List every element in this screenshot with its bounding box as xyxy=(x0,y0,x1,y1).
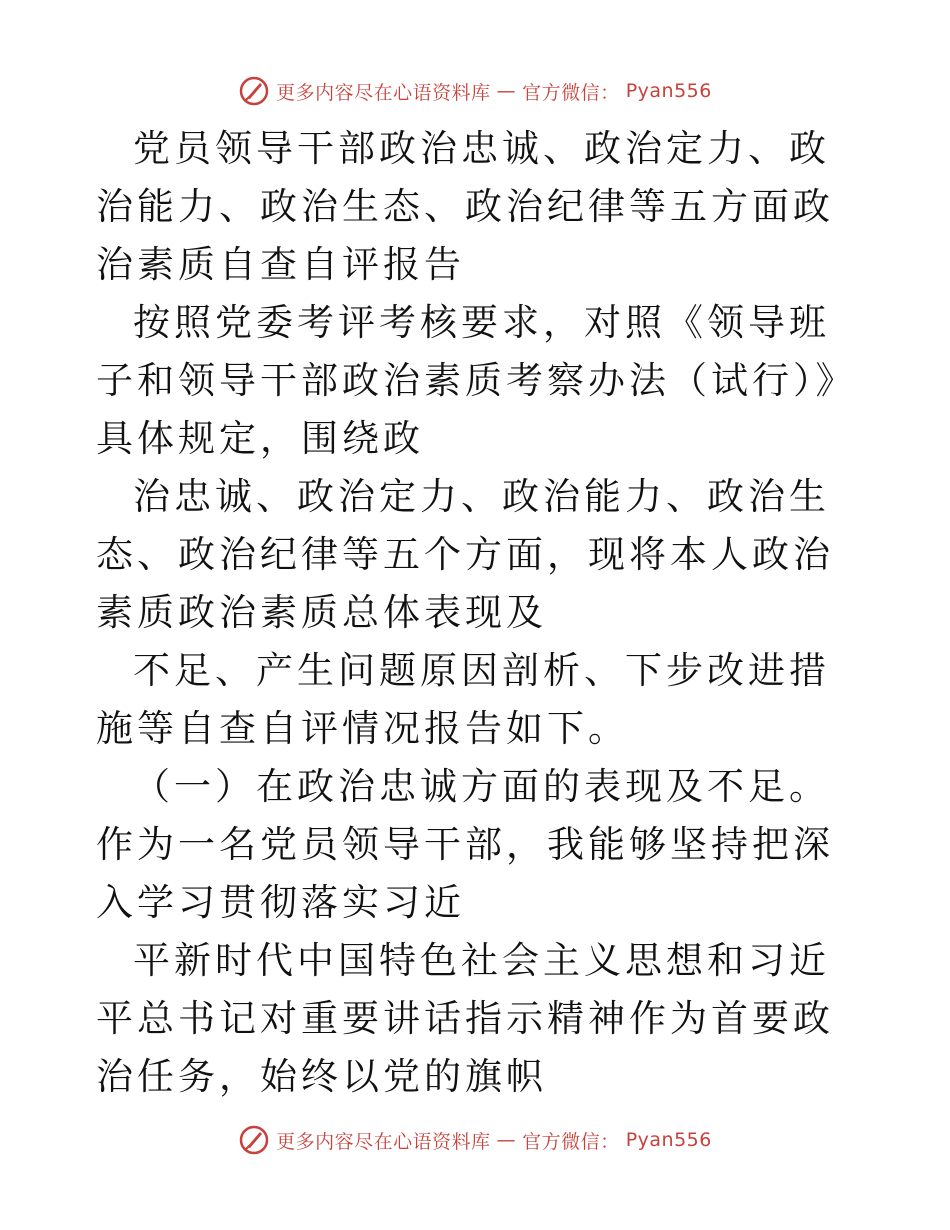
paragraph: 平新时代中国特色社会主义思想和习近平总书记对重要讲话指示精神作为首要政治任务，始终以党的旗帜 xyxy=(96,939,834,1098)
watermark-brand: 更多内容尽在心语资料库 xyxy=(276,81,491,104)
watermark-wechat-id: Pyan556 xyxy=(625,80,712,102)
paragraph: 按照党委考评考核要求，对照《领导班子和领导干部政治素质考察办法（试行）》具体规定，围绕政 xyxy=(96,301,838,460)
paragraph: 不足、产生问题原因剖析、下步改进措施等自查自评情况报告如下。 xyxy=(96,649,830,750)
paragraph: 治忠诚、政治定力、政治能力、政治生态、政治纪律等五个方面，现将本人政治素质政治素质总体表现及 xyxy=(96,475,834,634)
watermark-separator: — xyxy=(496,1129,517,1151)
document-title: 党员领导干部政治忠诚、政治定力、政治能力、政治生态、政治纪律等五方面政治素质自查自评报告 xyxy=(96,127,834,286)
watermark-brand: 更多内容尽在心语资料库 xyxy=(276,1130,491,1153)
footer-watermark xyxy=(0,1120,950,1160)
watermark-wechat-id: Pyan556 xyxy=(625,1129,712,1151)
watermark-separator: — xyxy=(496,80,517,102)
header-watermark xyxy=(0,71,950,111)
watermark-wechat-label: 官方微信： xyxy=(522,81,620,104)
document-body xyxy=(96,120,856,1106)
quill-logo-icon xyxy=(238,75,270,107)
quill-logo-icon xyxy=(238,1124,270,1156)
watermark-wechat-label: 官方微信： xyxy=(522,1130,620,1153)
paragraph: （一）在政治忠诚方面的表现及不足。作为一名党员领导干部，我能够坚持把深入学习贯彻落实习近 xyxy=(96,765,834,924)
